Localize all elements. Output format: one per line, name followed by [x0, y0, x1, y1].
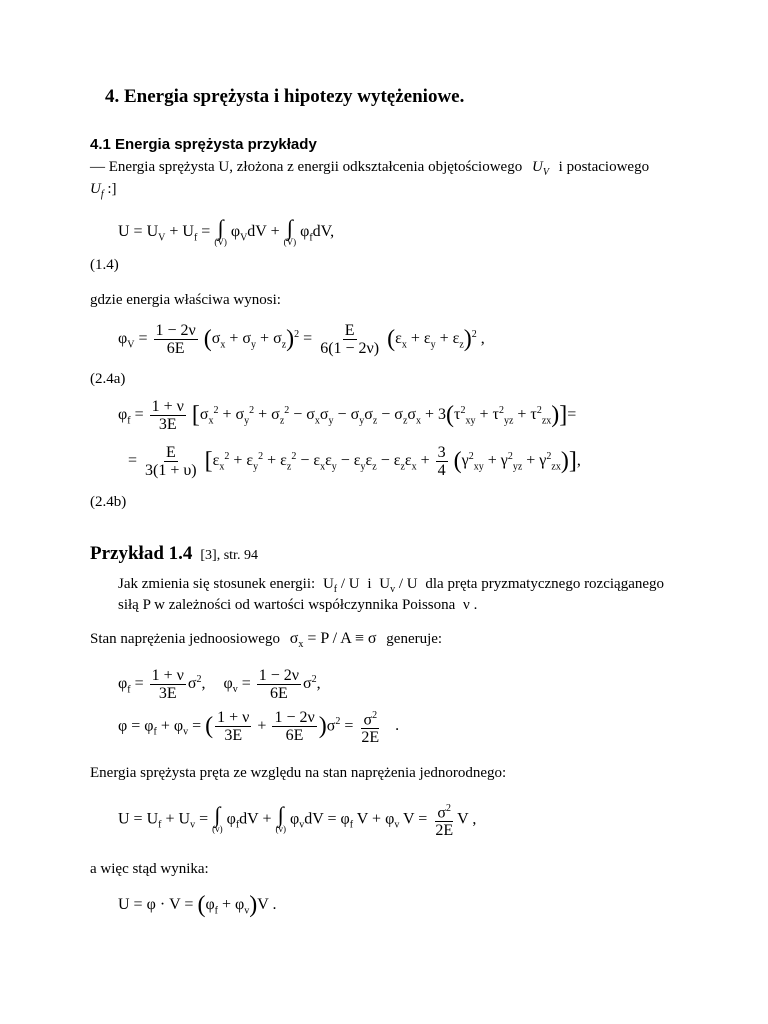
equation-phi-f-stress: $\varphi_f$ = $\frac{1 + \nu}{3E}$ $[\sigma_x^2 + \sigma_y^2 + \sigma_z^2 - \sigma_x\sigma_y - \sigma_y\sigma_z - \sigma_z\sigma_x + 3(\tau^2_{xy} + \tau^2_{yz} + \tau^2_{zx})]=$ — [118, 398, 577, 433]
intro-line-2 — [90, 179, 117, 205]
question-text-2: dla pręta pryzmatycznego rozciąganego — [425, 576, 665, 592]
equation-phi-f-strain: = $\frac{E}{3(1 + \upsilon)}$ [$\varepsilon_x^2 + \varepsilon_y^2 + \varepsilon_z^2 - \varepsilon_x\varepsilon_y - \varepsilon_y\varepsilon_z - \varepsilon_z\varepsilon_x$ + $\frac{3}{4}$ $(\gamma^2_{xy} + \gamma^2_{yz} + \gamma^2_{zx})$], — [128, 444, 581, 479]
equation-number-1-4: (1.4) — [90, 257, 119, 273]
equation-number-2-4b: (2.4b) — [90, 494, 127, 510]
ratio-uf-u: $U_f$ / U — [322, 576, 360, 595]
equation-u-bar: $U = U_f + U_v$ = ∫ (v) $\varphi_fdV$ + ∫ (v) $\varphi_vdV = \varphi_f$ $V + \varphi_v$ V = $\frac{\sigma^2}{2E}$ V , — [118, 800, 476, 839]
example-reference: [3], str. 94 — [200, 548, 258, 563]
intro-text: — Energia sprężysta U, złożona z energii odkształcenia objętościowego — [90, 159, 523, 175]
question-text-3: siłą P w zależności od wartości współczynnika Poissona — [118, 597, 456, 613]
stress-state-end: generuje: — [386, 631, 443, 647]
equation-energy-total: $U = U_V + U_f$ = ∫ (V) $\varphi_VdV$ + ∫ (V) $\varphi_fdV$, — [118, 215, 335, 247]
equation-phi-v: $\varphi_V$ = $\frac{1 - 2\nu}{6E}$ $(\sigma_x + \sigma_y + \sigma_z)^2$ = $\frac{E}{6(1 - 2\nu)}$ $(\varepsilon_x + \varepsilon_y + \varepsilon_z)^2$ , — [118, 322, 485, 357]
ratio-uv-u: $U_v$ / U — [379, 576, 418, 595]
question-mid: i — [367, 576, 372, 592]
equation-u-final: $U = \varphi \cdot V = (\varphi_f + \varphi_v)V$ . — [118, 892, 277, 918]
intro-text-end: i postaciowego — [558, 159, 650, 175]
intro-line-1 — [90, 157, 649, 183]
poisson-symbol: ν . — [463, 597, 478, 613]
equation-phi-f-phi-v-uniaxial: $\varphi_f$ = $\frac{1 + \nu}{3E}$ $\sigma^2$, $\varphi_v$ = $\frac{1 - 2\nu}{6E}$ $\sigma^2$, — [118, 667, 321, 702]
energy-bar-text: Energia sprężysta pręta ze względu na stan naprężenia jednorodnego: — [90, 765, 507, 781]
stress-state-line — [90, 629, 442, 655]
example-title: Przykład 1.4 — [90, 543, 193, 564]
section-title: 4.1 Energia sprężysta przykłady — [90, 136, 317, 153]
intro-uv-symbol: $U_V$ — [531, 159, 549, 178]
question-text-1: Jak zmienia się stosunek energii: — [118, 576, 316, 592]
chapter-title: 4. Energia sprężysta i hipotezy wytężeniowe. — [105, 86, 465, 107]
intro-uf-symbol: $U_f$ — [90, 181, 104, 200]
question-line-2 — [118, 595, 477, 615]
intro-line2-end: :] — [107, 181, 117, 197]
therefore-text: a więc stąd wynika: — [90, 861, 209, 877]
stress-state-text: Stan naprężenia jednoosiowego — [90, 631, 280, 647]
equation-number-2-4a: (2.4a) — [90, 371, 126, 387]
example-heading — [90, 543, 258, 565]
equation-phi-total: $\varphi = \varphi_f + \varphi_v$ = ( $\frac{1 + \nu}{3E}$ + $\frac{1 - 2\nu}{6E}$ )$\sigma^2$ = $\frac{\sigma^2}{2E}$ . — [118, 707, 399, 746]
stress-state-formula: $\sigma_x = P / A \equiv \sigma$ — [289, 630, 377, 651]
where-text: gdzie energia właściwa wynosi: — [90, 292, 281, 308]
